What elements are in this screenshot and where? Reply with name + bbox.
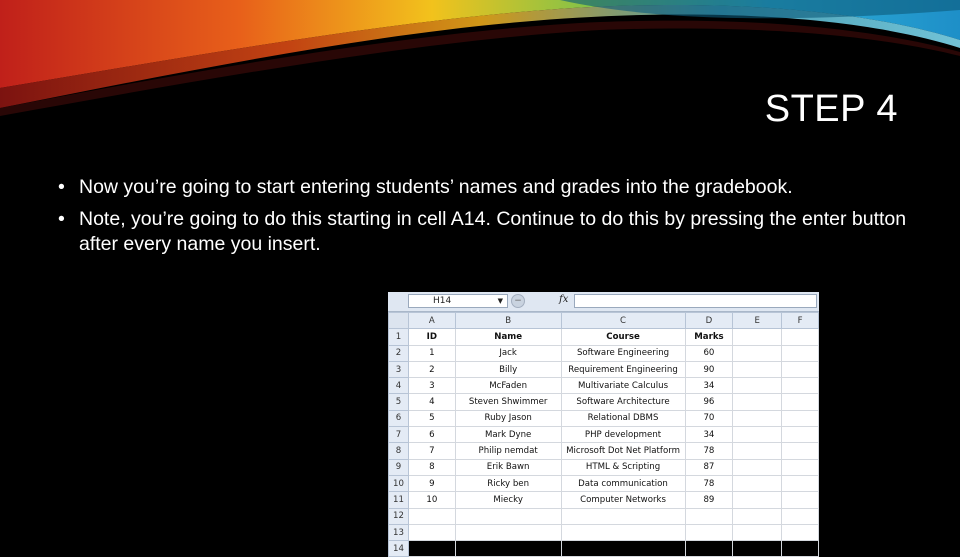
- bullet-dot-icon: •: [58, 208, 65, 230]
- table-row: [389, 378, 819, 394]
- cell[interactable]: Computer Networks: [561, 492, 685, 508]
- cell[interactable]: 90: [685, 361, 733, 377]
- formula-input[interactable]: [574, 294, 817, 308]
- row-header[interactable]: 12: [389, 508, 409, 524]
- bullet-item: [58, 207, 918, 257]
- cell[interactable]: Ricky ben: [455, 475, 561, 491]
- cell[interactable]: [782, 459, 819, 475]
- cell[interactable]: 10: [408, 492, 455, 508]
- row-header[interactable]: 5: [389, 394, 409, 410]
- cell[interactable]: [782, 508, 819, 524]
- cell[interactable]: [782, 524, 819, 540]
- cell[interactable]: [782, 541, 819, 557]
- cell[interactable]: 34: [685, 378, 733, 394]
- cell[interactable]: Software Architecture: [561, 394, 685, 410]
- column-header[interactable]: A: [408, 313, 455, 329]
- cell[interactable]: [733, 361, 782, 377]
- cell[interactable]: [561, 541, 685, 557]
- fx-icon[interactable]: fx: [559, 294, 569, 305]
- table-row: [389, 443, 819, 459]
- cell[interactable]: [733, 508, 782, 524]
- cell[interactable]: [733, 410, 782, 426]
- cell[interactable]: Name: [455, 329, 561, 345]
- cell[interactable]: [733, 492, 782, 508]
- bullet-dot-icon: •: [58, 176, 65, 198]
- row-header[interactable]: 9: [389, 459, 409, 475]
- cell[interactable]: [782, 443, 819, 459]
- cell[interactable]: [455, 524, 561, 540]
- cell[interactable]: [782, 345, 819, 361]
- table-row: [389, 508, 819, 524]
- row-header[interactable]: 1: [389, 329, 409, 345]
- cell[interactable]: Ruby Jason: [455, 410, 561, 426]
- table-row: [389, 475, 819, 491]
- cell[interactable]: [733, 541, 782, 557]
- cell[interactable]: [733, 443, 782, 459]
- cell[interactable]: Erik Bawn: [455, 459, 561, 475]
- row-header[interactable]: 6: [389, 410, 409, 426]
- cell[interactable]: 8: [408, 459, 455, 475]
- cell[interactable]: 60: [685, 345, 733, 361]
- cell[interactable]: 70: [685, 410, 733, 426]
- cell[interactable]: [455, 541, 561, 557]
- cell[interactable]: [782, 394, 819, 410]
- cell[interactable]: 96: [685, 394, 733, 410]
- cell[interactable]: 7: [408, 443, 455, 459]
- cell[interactable]: ID: [408, 329, 455, 345]
- row-header[interactable]: 11: [389, 492, 409, 508]
- cell[interactable]: 89: [685, 492, 733, 508]
- cell[interactable]: [733, 394, 782, 410]
- cell[interactable]: [733, 475, 782, 491]
- cell[interactable]: [408, 508, 455, 524]
- cell[interactable]: Billy: [455, 361, 561, 377]
- cell[interactable]: 87: [685, 459, 733, 475]
- cell[interactable]: Data communication: [561, 475, 685, 491]
- cell[interactable]: PHP development: [561, 427, 685, 443]
- cell[interactable]: [782, 475, 819, 491]
- cell[interactable]: [782, 427, 819, 443]
- bullet-text: Note, you’re going to do this starting in cell A14. Continue to do this by pressing the enter button after every name you insert.: [79, 208, 907, 255]
- spreadsheet-screenshot: [388, 292, 819, 554]
- formula-bar: [388, 292, 819, 312]
- cell[interactable]: 78: [685, 475, 733, 491]
- cell[interactable]: [685, 541, 733, 557]
- table-row: [389, 361, 819, 377]
- cell[interactable]: [733, 329, 782, 345]
- cell[interactable]: 1: [408, 345, 455, 361]
- cell[interactable]: Mark Dyne: [455, 427, 561, 443]
- cell[interactable]: HTML & Scripting: [561, 459, 685, 475]
- cell[interactable]: McFaden: [455, 378, 561, 394]
- column-header[interactable]: F: [782, 313, 819, 329]
- row-header[interactable]: 8: [389, 443, 409, 459]
- cell[interactable]: Marks: [685, 329, 733, 345]
- cell[interactable]: [733, 427, 782, 443]
- column-header[interactable]: C: [561, 313, 685, 329]
- cell[interactable]: 6: [408, 427, 455, 443]
- cell[interactable]: 4: [408, 394, 455, 410]
- table-row: [389, 410, 819, 426]
- cell[interactable]: [782, 378, 819, 394]
- row-header[interactable]: 10: [389, 475, 409, 491]
- row-header[interactable]: 3: [389, 361, 409, 377]
- cell[interactable]: [408, 541, 455, 557]
- row-header[interactable]: 7: [389, 427, 409, 443]
- column-header[interactable]: B: [455, 313, 561, 329]
- table-row: [389, 492, 819, 508]
- cancel-icon[interactable]: −: [511, 294, 525, 308]
- row-header[interactable]: 13: [389, 524, 409, 540]
- name-box-value: H14: [433, 296, 452, 306]
- cell[interactable]: Requirement Engineering: [561, 361, 685, 377]
- cell[interactable]: Relational DBMS: [561, 410, 685, 426]
- row-header[interactable]: 4: [389, 378, 409, 394]
- bullet-list: [58, 175, 918, 264]
- cell[interactable]: Jack: [455, 345, 561, 361]
- cell[interactable]: [782, 410, 819, 426]
- cell[interactable]: Microsoft Dot Net Platform: [561, 443, 685, 459]
- cell[interactable]: [782, 361, 819, 377]
- cell[interactable]: [733, 345, 782, 361]
- cell[interactable]: [782, 329, 819, 345]
- cell[interactable]: Course: [561, 329, 685, 345]
- column-header[interactable]: E: [733, 313, 782, 329]
- select-all-corner[interactable]: [389, 313, 409, 329]
- cell[interactable]: [733, 459, 782, 475]
- cell[interactable]: [685, 508, 733, 524]
- cell[interactable]: [455, 508, 561, 524]
- column-header[interactable]: D: [685, 313, 733, 329]
- table-row: [389, 459, 819, 475]
- spreadsheet-grid: [388, 312, 819, 557]
- chevron-down-icon[interactable]: ▼: [497, 297, 503, 305]
- cell[interactable]: [561, 524, 685, 540]
- cell[interactable]: 3: [408, 378, 455, 394]
- table-row: [389, 524, 819, 540]
- cell[interactable]: 5: [408, 410, 455, 426]
- table-row: [389, 394, 819, 410]
- cell[interactable]: Philip nemdat: [455, 443, 561, 459]
- bullet-item: [58, 175, 918, 200]
- table-row: [389, 541, 819, 557]
- cell[interactable]: 34: [685, 427, 733, 443]
- cell[interactable]: [733, 524, 782, 540]
- cell[interactable]: Software Engineering: [561, 345, 685, 361]
- table-row: [389, 427, 819, 443]
- cell[interactable]: Miecky: [455, 492, 561, 508]
- name-box[interactable]: [408, 294, 508, 308]
- cell[interactable]: Steven Shwimmer: [455, 394, 561, 410]
- cell[interactable]: [782, 492, 819, 508]
- cell[interactable]: 78: [685, 443, 733, 459]
- cell[interactable]: [685, 524, 733, 540]
- table-row: [389, 329, 819, 345]
- cell[interactable]: Multivariate Calculus: [561, 378, 685, 394]
- cell[interactable]: [561, 508, 685, 524]
- slide-title: STEP 4: [764, 88, 898, 130]
- cell[interactable]: [408, 524, 455, 540]
- cell[interactable]: 2: [408, 361, 455, 377]
- bullet-text: Now you’re going to start entering students’ names and grades into the gradebook.: [79, 176, 793, 198]
- cell[interactable]: [733, 378, 782, 394]
- row-header[interactable]: 2: [389, 345, 409, 361]
- cell[interactable]: 9: [408, 475, 455, 491]
- table-row: [389, 345, 819, 361]
- row-header[interactable]: 14: [389, 541, 409, 557]
